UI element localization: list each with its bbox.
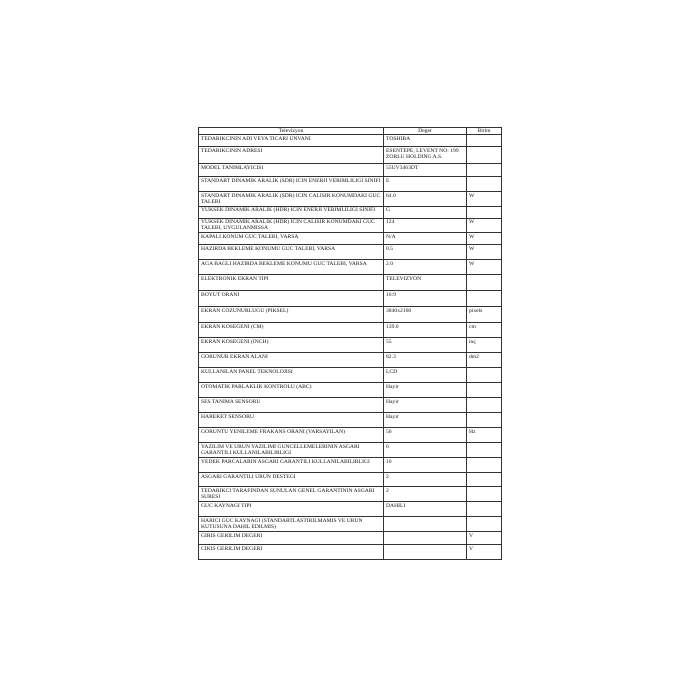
- table-row: [199, 545, 502, 560]
- cell-value: [384, 532, 467, 545]
- table-row: [199, 218, 502, 232]
- cell-label: HARICI GUC KAYNAGI (STANDARTLASTIRILMAMIS VE URUN KUTUSUNA DAHIL EDILMIS): [199, 517, 384, 532]
- cell-unit: V: [467, 532, 502, 545]
- cell-value: LCD: [384, 368, 467, 383]
- cell-unit: [467, 473, 502, 487]
- cell-unit: [467, 398, 502, 413]
- cell-label: EKRAN KOSEGENI (INCH): [199, 338, 384, 353]
- table-row: [199, 368, 502, 383]
- cell-value: 124: [384, 218, 467, 232]
- cell-value: Hayir: [384, 398, 467, 413]
- cell-unit: [467, 177, 502, 192]
- cell-value: 6: [384, 443, 467, 458]
- header-value: Deger: [384, 128, 467, 135]
- cell-value: G: [384, 206, 467, 218]
- table-row: [199, 245, 502, 260]
- cell-value: 55: [384, 338, 467, 353]
- spec-table: [198, 127, 502, 560]
- cell-value: 2.0: [384, 260, 467, 275]
- cell-unit: [467, 517, 502, 532]
- cell-unit: W: [467, 218, 502, 232]
- table-row: [199, 177, 502, 192]
- cell-label: YEDEK PARCALARIN ASGARI GARANTILI KULLANILABILIRLIGI: [199, 458, 384, 473]
- cell-unit: [467, 291, 502, 307]
- cell-label: YUKSEK DINAMIK ARALIK (HDR) ICIN CALISIR KONUMDAKI GUC TALEBI, UYGULANMISSA: [199, 218, 384, 232]
- table-row: [199, 291, 502, 307]
- cell-value: E: [384, 177, 467, 192]
- cell-value: DAHILI: [384, 502, 467, 517]
- cell-label: YAZILIM VE URUN YAZILIMI GUNCELLEMELERININ ASGARI GARANTILI KULLANILABILIRLIGI: [199, 443, 384, 458]
- table-row: [199, 517, 502, 532]
- table-row: [199, 275, 502, 291]
- cell-label: EKRAN KOSEGENI (CM): [199, 323, 384, 338]
- cell-value: 2: [384, 487, 467, 502]
- table-row: [199, 135, 502, 147]
- table-row: [199, 413, 502, 428]
- cell-value: 55UV3463DT: [384, 164, 467, 177]
- cell-unit: W: [467, 233, 502, 245]
- cell-label: ASGARI GARANTILI URUN DESTEGI: [199, 473, 384, 487]
- cell-label: YUKSEK DINAMIK ARALIK (HDR) ICIN ENERJI VERIMLILIGI SINIFI: [199, 206, 384, 218]
- cell-unit: [467, 135, 502, 147]
- cell-label: KULLANILAN PANEL TEKNOLOJISI: [199, 368, 384, 383]
- cell-unit: [467, 368, 502, 383]
- cell-value: 64.0: [384, 192, 467, 206]
- cell-value: TELEVIZYON: [384, 275, 467, 291]
- cell-value: 2: [384, 473, 467, 487]
- cell-value: ESENTEPE, LEVENT NO: 199 ZORLU HOLDING A.S.: [384, 147, 467, 164]
- table-row: [199, 323, 502, 338]
- cell-label: OTOMATIK PARLAKLIK KONTROLU (ABC): [199, 383, 384, 398]
- product-info-sheet: [198, 127, 501, 560]
- cell-unit: [467, 275, 502, 291]
- table-row: [199, 233, 502, 245]
- cell-value: Hayir: [384, 383, 467, 398]
- cell-unit: V: [467, 545, 502, 560]
- table-row: [199, 307, 502, 323]
- table-row: [199, 383, 502, 398]
- cell-value: 0.5: [384, 245, 467, 260]
- table-row: [199, 338, 502, 353]
- cell-label: HAREKET SENSORU: [199, 413, 384, 428]
- table-header-row: [199, 128, 502, 135]
- cell-label: STANDART DINAMIK ARALIK (SDR) ICIN CALISIR KONUMDAKI GUC TALEBI: [199, 192, 384, 206]
- table-row: [199, 502, 502, 517]
- cell-label: SES TANIMA SENSORU: [199, 398, 384, 413]
- cell-unit: [467, 206, 502, 218]
- table-row: [199, 147, 502, 164]
- cell-label: HAZIRDA BEKLEME KONUMU GUC TALEBI, VARSA: [199, 245, 384, 260]
- cell-value: TOSHIBA: [384, 135, 467, 147]
- table-row: [199, 260, 502, 275]
- table-row: [199, 164, 502, 177]
- cell-unit: Hz: [467, 428, 502, 443]
- table-row: [199, 206, 502, 218]
- cell-label: TEDARIKCI TARAFINDAN SUNULAN GENEL GARANTININ ASGARI SURESI: [199, 487, 384, 502]
- table-row: [199, 458, 502, 473]
- cell-value: 50: [384, 428, 467, 443]
- cell-value: 10: [384, 458, 467, 473]
- cell-value: 82.3: [384, 353, 467, 368]
- cell-label: GUC KAYNAGI TIPI: [199, 502, 384, 517]
- cell-label: STANDART DINAMIK ARALIK (SDR) ICIN ENERJI VERIMLILIGI SINIFI: [199, 177, 384, 192]
- table-row: [199, 192, 502, 206]
- cell-unit: dm2: [467, 353, 502, 368]
- header-product: Televizyon: [199, 128, 384, 135]
- cell-label: ELEKTRONIK EKRAN TIPI: [199, 275, 384, 291]
- cell-value: N/A: [384, 233, 467, 245]
- cell-label: KAPALI KONUM GUC TALEBI, VARSA: [199, 233, 384, 245]
- cell-unit: W: [467, 245, 502, 260]
- cell-label: GORUNTU YENILEME FRAKANS ORANI (VARSAYILAN): [199, 428, 384, 443]
- cell-unit: inç: [467, 338, 502, 353]
- cell-unit: [467, 164, 502, 177]
- table-row: [199, 443, 502, 458]
- header-unit: Birim: [467, 128, 502, 135]
- cell-unit: [467, 443, 502, 458]
- cell-value: 139.0: [384, 323, 467, 338]
- cell-value: [384, 517, 467, 532]
- cell-label: TEDARIKCININ ADRESI: [199, 147, 384, 164]
- cell-unit: [467, 147, 502, 164]
- cell-unit: W: [467, 192, 502, 206]
- cell-unit: [467, 458, 502, 473]
- cell-label: BOYUT ORANI: [199, 291, 384, 307]
- cell-unit: cm: [467, 323, 502, 338]
- table-row: [199, 532, 502, 545]
- table-row: [199, 428, 502, 443]
- cell-unit: [467, 487, 502, 502]
- cell-label: MODEL TANIMLAYICISI: [199, 164, 384, 177]
- table-row: [199, 473, 502, 487]
- cell-unit: [467, 502, 502, 517]
- cell-label: GORUNUR EKRAN ALANI: [199, 353, 384, 368]
- table-row: [199, 398, 502, 413]
- cell-label: GIRIS GERILIM DEGERI: [199, 532, 384, 545]
- cell-value: 3840x2160: [384, 307, 467, 323]
- cell-label: TEDARIKCININ ADI VEYA TICARI UNVANI: [199, 135, 384, 147]
- cell-value: 16:9: [384, 291, 467, 307]
- cell-unit: pixels: [467, 307, 502, 323]
- spec-table-body: [199, 135, 502, 560]
- cell-value: Hayir: [384, 413, 467, 428]
- cell-label: EKRAN COZUNURLUGU (PIKSEL): [199, 307, 384, 323]
- table-row: [199, 353, 502, 368]
- cell-unit: W: [467, 260, 502, 275]
- table-row: [199, 487, 502, 502]
- cell-label: CIKIS GERILIM DEGERI: [199, 545, 384, 560]
- cell-unit: [467, 413, 502, 428]
- cell-unit: [467, 383, 502, 398]
- cell-label: AGA BAGLI HAZIRDA BEKLEME KONUMU GUC TALEBI, VARSA: [199, 260, 384, 275]
- cell-value: [384, 545, 467, 560]
